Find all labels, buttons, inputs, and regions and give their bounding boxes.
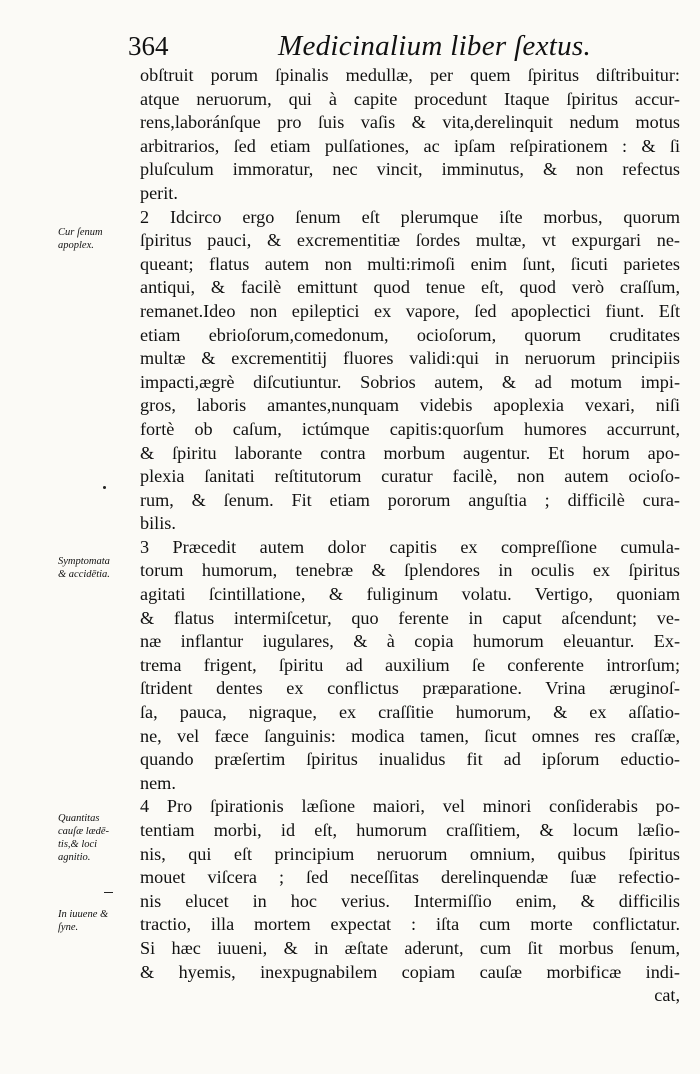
text-line: bilis. [140, 513, 176, 534]
text-line: mouet viſcera ; ſed neceſſitas derelinquendæ ſuæ refectio- [140, 867, 680, 888]
margin-note-line: Quantitas [58, 813, 100, 824]
text-line: rum, & ſenum. Fit etiam pororum anguſtia ; difficilè cura- [140, 489, 680, 510]
text-line: atque neruorum, qui à capite procedunt Itaque ſpiritus accur- [140, 88, 680, 109]
margin-note-symptomata [58, 555, 142, 581]
paragraph-2 [140, 206, 680, 536]
text-line: quando præſertim ſpiritus inualidus fit ad ipſorum eductio- [140, 749, 680, 770]
text-line: fortè ob caſum, ictúmque capitis:quorſum humores accurrunt, [140, 418, 680, 439]
margin-note-in-iuuene [58, 908, 142, 934]
text-line: næ inflantur iugulares, & à copia humorum eleuantur. Ex- [140, 631, 680, 652]
text-line: nem. [140, 772, 176, 793]
body-text [140, 64, 680, 1008]
text-line: agitati ſcintillatione, & fuliginum volatu. Vertigo, quoniam [140, 584, 680, 605]
text-line: rens,laboránſque pro ſuis vaſis & vita,derelinquit nedum motus [140, 112, 680, 133]
text-line: arbitrarios, ſed etiam pulſationes, ac ipſam reſpirationem : & ſi [140, 135, 680, 156]
text-line: multæ & excrementitij fluores validi:qui in neruorum principiis [140, 348, 680, 369]
margin-dash-mark [104, 892, 113, 893]
text-line: ne, vel fæce ſanguinis: modica tamen, ſicut omnes res craſſæ, [140, 725, 680, 746]
text-line: ſtrident dentes ex conflictus præparatione. Vrina æruginoſ- [140, 678, 680, 699]
text-line: Si hæc iuueni, & in æſtate aderunt, cum ſit morbus ſenum, [140, 937, 680, 958]
margin-note-line: agnitio. [58, 852, 91, 863]
text-line: & hyemis, inexpugnabilem copiam cauſæ morbificæ indi- [140, 961, 680, 982]
text-line: queant; flatus autem non multi:rimoſi enim ſunt, ſicuti parietes [140, 253, 680, 274]
page-header [128, 26, 688, 66]
text-line: pluſculum immoratur, nec vincit, imminutus, & non refectus [140, 159, 680, 180]
text-line: 4 Pro ſpirationis læſione maiori, vel minori conſiderabis po- [140, 796, 680, 817]
margin-note-line: ſyne. [58, 922, 79, 933]
margin-note-line: In iuuene & [58, 909, 109, 920]
text-line: cat, [654, 985, 680, 1006]
margin-note-quantitas [58, 812, 142, 864]
margin-dot-mark [103, 486, 106, 489]
text-line: nis, qui eſt principium neruorum omnium, quibus ſpiritus [140, 843, 680, 864]
text-line: impacti,ægrè diſcutiuntur. Sobrios autem, & ad motum impi- [140, 371, 680, 392]
text-line: etiam ebrioſorum,comedonum, ocioſorum, quorum cruditates [140, 324, 680, 345]
margin-note-line: apoplex. [58, 240, 94, 251]
margin-note-line: Cur ſenum [58, 227, 103, 238]
text-line: tractio, illa mortem expectat : iſta cum morte conflictatur. [140, 914, 680, 935]
text-line: remanet.Ideo non epileptici ex vapore, ſed apoplectici fiunt. Eſt [140, 300, 680, 321]
text-line: & flatus intermiſcetur, quo ferente in caput aſcendunt; ve- [140, 607, 680, 628]
text-line: plexia ſanitati reſtitutorum curatur facilè, non autem ocioſo- [140, 466, 680, 487]
running-title: Medicinalium liber ſextus. [278, 30, 592, 62]
paragraph-3 [140, 536, 680, 796]
text-line: antiqui, & facilè emittunt quod tenue eſt, quod verò craſſum, [140, 277, 680, 298]
margin-note-line: cauſæ lædē- [58, 826, 110, 837]
text-line: ſa, pauca, nigraque, ex craſſitie humorum, & ex aſſatio- [140, 702, 680, 723]
margin-note-line: tis,& loci [58, 839, 98, 850]
text-line: 2 Idcirco ergo ſenum eſt plerumque iſte morbus, quorum [140, 206, 680, 227]
paragraph-4 [140, 795, 680, 1007]
page-number: 364 [128, 31, 169, 61]
text-line: obſtruit porum ſpinalis medullæ, per quem ſpiritus diſtribuitur: [140, 65, 680, 85]
text-line: & ſpiritu laborante contra morbum augentur. Et horum apo- [140, 442, 680, 463]
text-line: torum humorum, tenebræ & ſplendores in oculis ex ſpiritus [140, 560, 680, 581]
text-line: gros, laboris amantes,nunquam videbis apoplexia vexari, niſi [140, 395, 680, 416]
text-line: tentiam morbi, id eſt, humorum craſſitiem, & locum læſio- [140, 820, 680, 840]
margin-note-line: Symptomata [58, 556, 110, 567]
text-line: nis elucet in hoc verius. Intermiſſio enim, & difficilis [140, 890, 680, 911]
text-line: trema frigent, ſpiritu ad auxilium ſe conferente introrſum; [140, 654, 680, 675]
text-line: perit. [140, 182, 178, 203]
margin-note-line: & accidētia. [58, 569, 110, 580]
text-line: ſpiritus pauci, & excrementitiæ ſordes multæ, vt expurgari ne- [140, 230, 680, 251]
margin-note-cur-senum [58, 226, 142, 252]
text-line: 3 Præcedit autem dolor capitis ex compreſſione cumula- [140, 536, 680, 557]
paragraph-1 [140, 64, 680, 206]
